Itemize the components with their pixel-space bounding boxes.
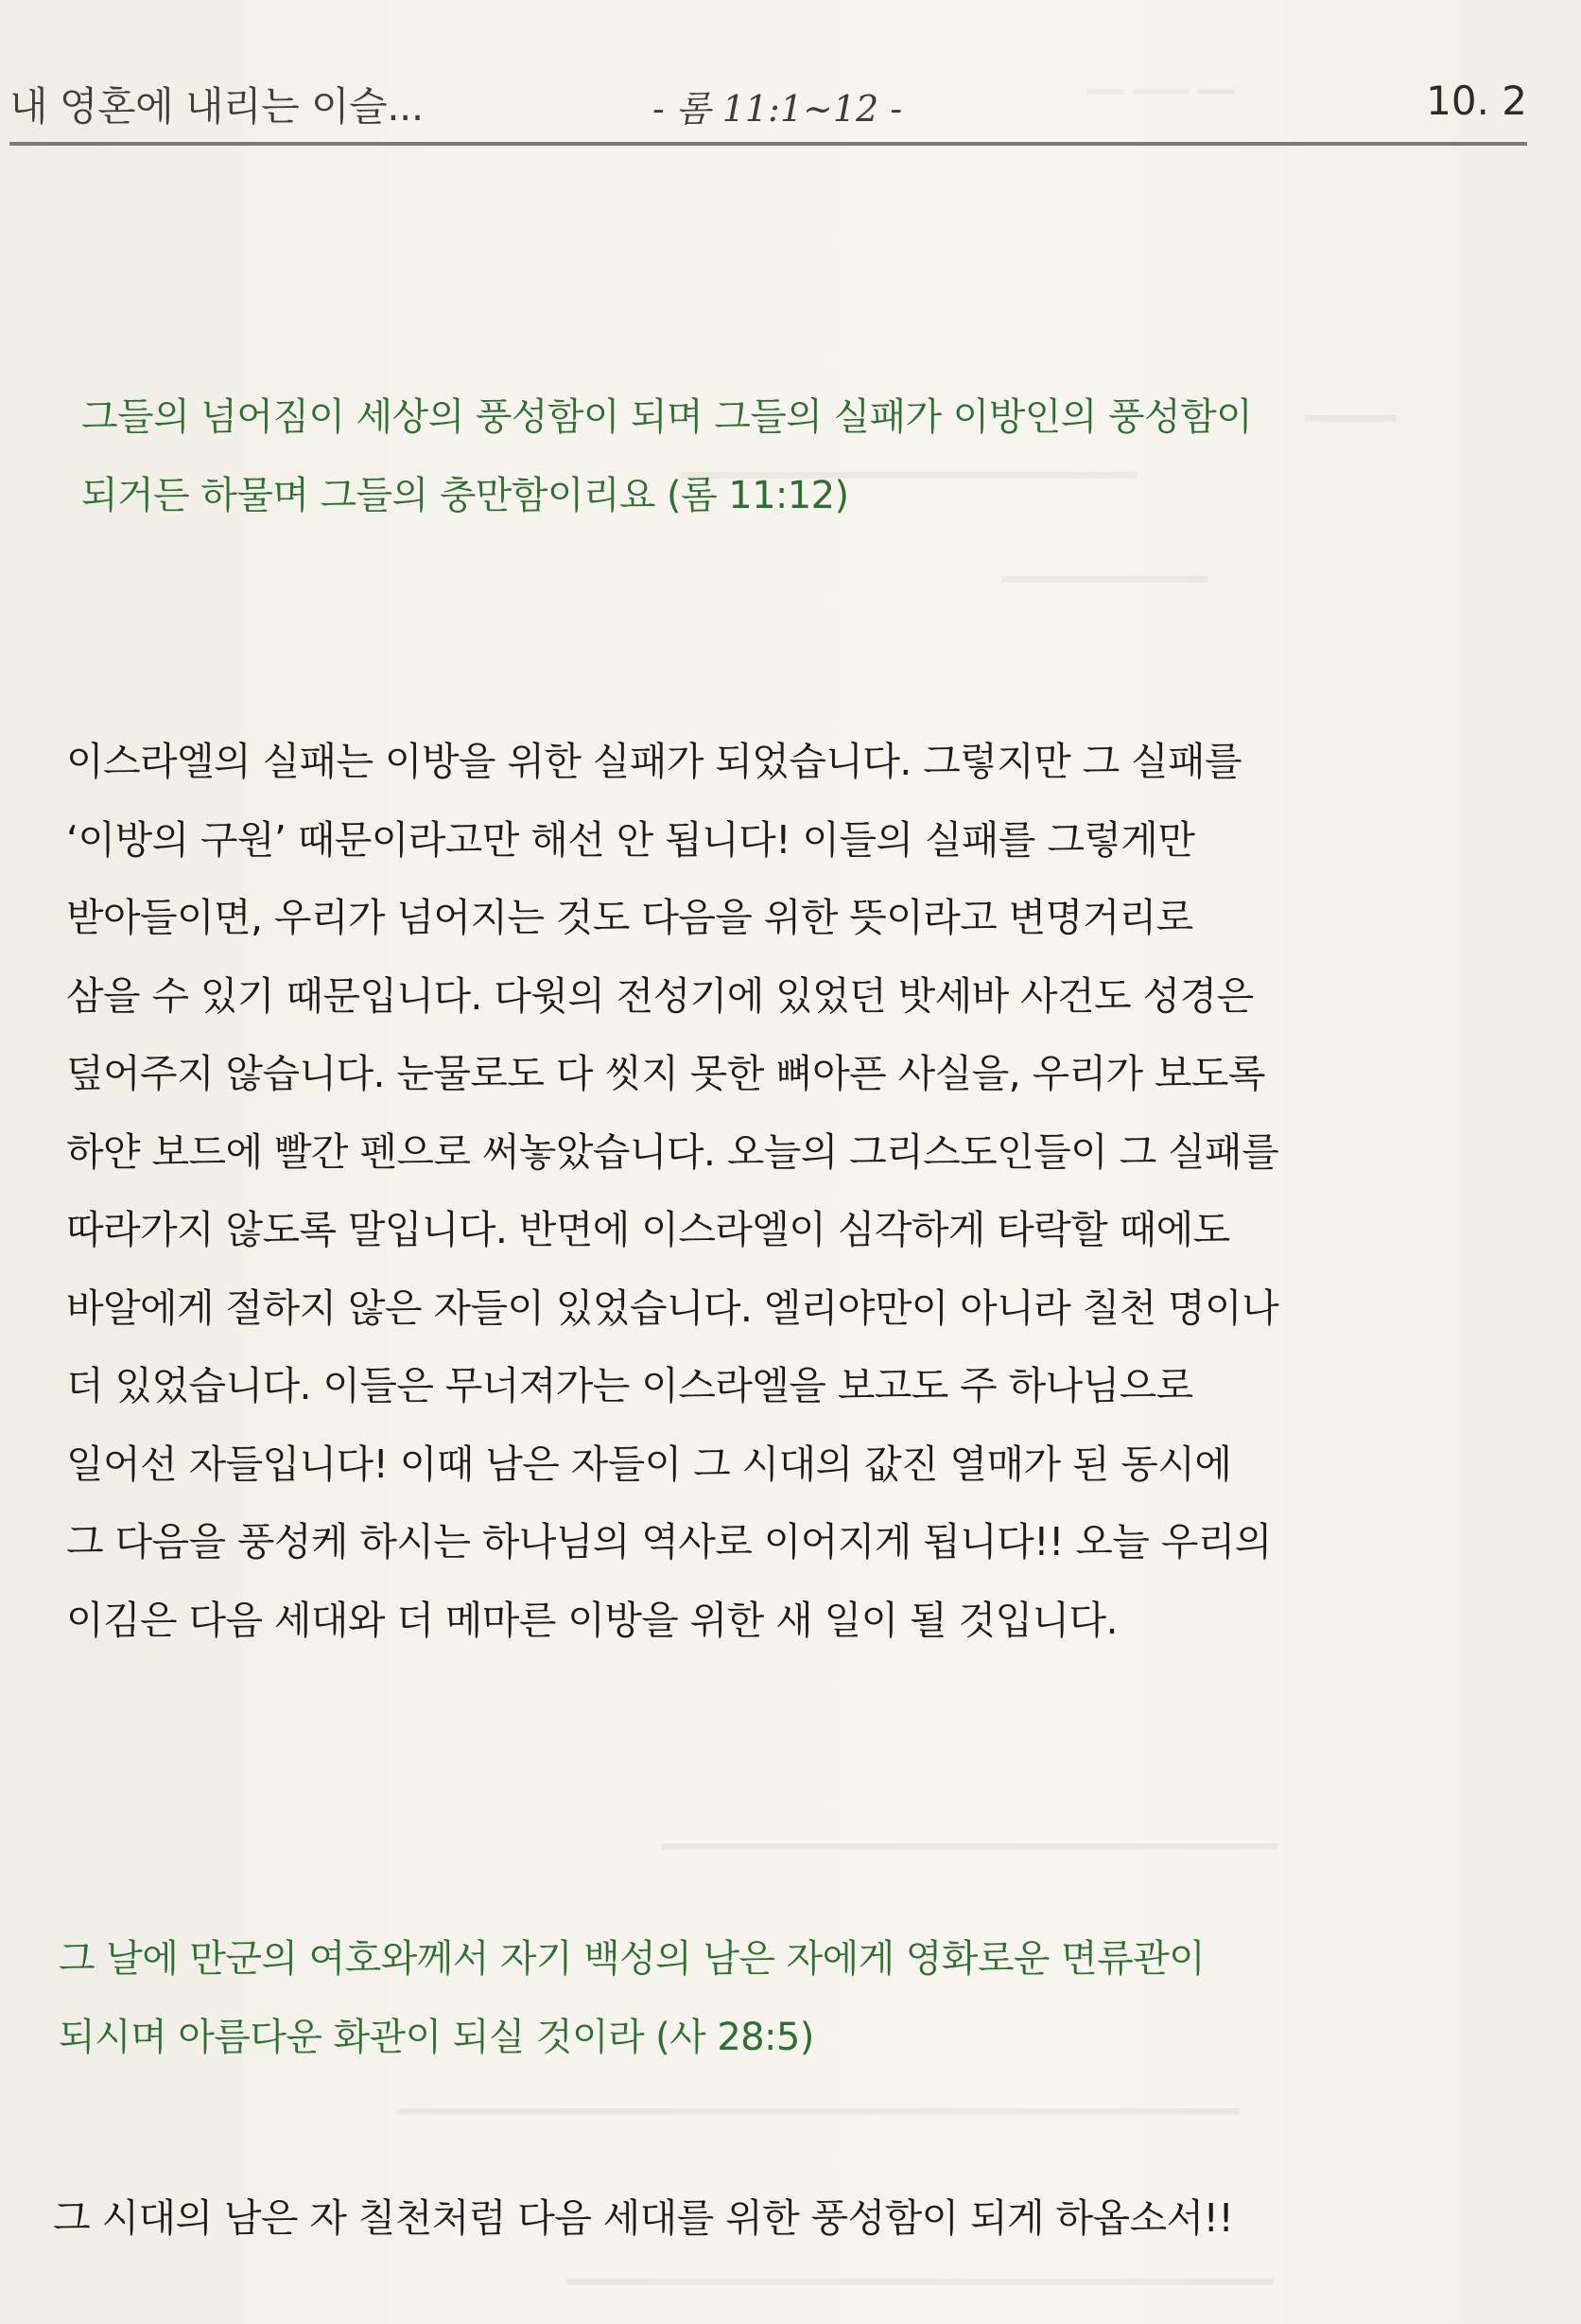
bleed-through-decoration: ━━━━ — [1305, 397, 1397, 441]
key-verse — [81, 376, 1252, 533]
scripture-reference: - 롬 11:1~12 - — [652, 88, 903, 130]
body-line: 받아들이면, 우리가 넘어지는 것도 다음을 위한 뜻이라고 변명거리로 — [66, 895, 1193, 940]
page-date: 10. 2 — [1426, 78, 1527, 124]
bleed-through-decoration: ━━━━━━━━━━━━━━━━━━━━ — [681, 454, 1137, 498]
bleed-through-decoration: ━━━━━━━━━ — [1002, 558, 1207, 602]
body-line: 그 다음을 풍성케 하시는 하나님의 역사로 이어지게 됩니다!! 오늘 우리의 — [66, 1519, 1272, 1564]
verse-line: 그 날에 만군의 여호와께서 자기 백성의 남은 자에게 영화로운 면류관이 — [59, 1937, 1206, 1981]
bleed-through-decoration: ━━━━━━━━━━━━━━━━━━━━━━━━━━━━━━━ — [567, 2261, 1274, 2304]
body-line: 이스라엘의 실패는 이방을 위한 실패가 되었습니다. 그렇지만 그 실패를 — [66, 739, 1242, 784]
body-line: 하얀 보드에 빨간 펜으로 써놓았습니다. 오늘의 그리스도인들이 그 실패를 — [66, 1128, 1279, 1175]
body-line: 바알에게 절하지 않은 자들이 있었습니다. 엘리야만이 아니라 칠천 명이나 — [66, 1284, 1279, 1331]
body-line: 따라가지 않도록 말입니다. 반면에 이스라엘이 심각하게 타락할 때에도 — [66, 1207, 1230, 1252]
verse-line: 그들의 넘어짐이 세상의 풍성함이 되며 그들의 실패가 이방인의 풍성함이 — [81, 395, 1253, 439]
verse-line: 되거든 하물며 그들의 충만함이리요 (롬 11:12) — [81, 473, 849, 517]
body-line: 이김은 다음 세대와 더 메마른 이방을 위한 새 일이 될 것입니다. — [66, 1597, 1118, 1643]
body-line: ‘이방의 구원’ 때문이라고만 해선 안 됩니다! 이들의 실패를 그렇게만 — [66, 816, 1195, 863]
body-line: 더 있었습니다. 이들은 무너져가는 이스라엘을 보고도 주 하나님으로 — [66, 1363, 1193, 1408]
book-title: 내 영혼에 내리는 이슬... — [9, 83, 424, 130]
body-line: 일어선 자들입니다! 이때 남은 자들이 그 시대의 값진 열매가 된 동시에 — [66, 1441, 1232, 1487]
bleed-through-decoration: ━━━━━━━━━━━━━━━━━━━━━━━━━━━ — [662, 1826, 1277, 1869]
bleed-through-decoration: ━━━━━━━━━━━━━━━━━━━━━━━━━━━━━━━━━━━━━ — [397, 2090, 1241, 2134]
closing-prayer: 그 시대의 남은 자 칠천처럼 다음 세대를 위한 풍성함이 되게 하옵소서!! — [53, 2195, 1234, 2241]
bleed-through-decoration: ━━ ━━━ ━━ — [1087, 74, 1235, 110]
body-line: 덮어주지 않습니다. 눈물로도 다 씻지 못한 뼈아픈 사실을, 우리가 보도록 — [66, 1051, 1265, 1096]
closing-verse — [59, 1918, 1205, 2074]
verse-line: 되시며 아름다운 화관이 되실 것이라 (사 28:5) — [59, 2015, 814, 2059]
body-line: 삼을 수 있기 때문입니다. 다윗의 전성기에 있었던 밧세바 사건도 성경은 — [66, 972, 1254, 1019]
devotional-body — [66, 723, 1278, 1659]
header-divider — [9, 142, 1527, 146]
running-header — [9, 66, 1527, 134]
